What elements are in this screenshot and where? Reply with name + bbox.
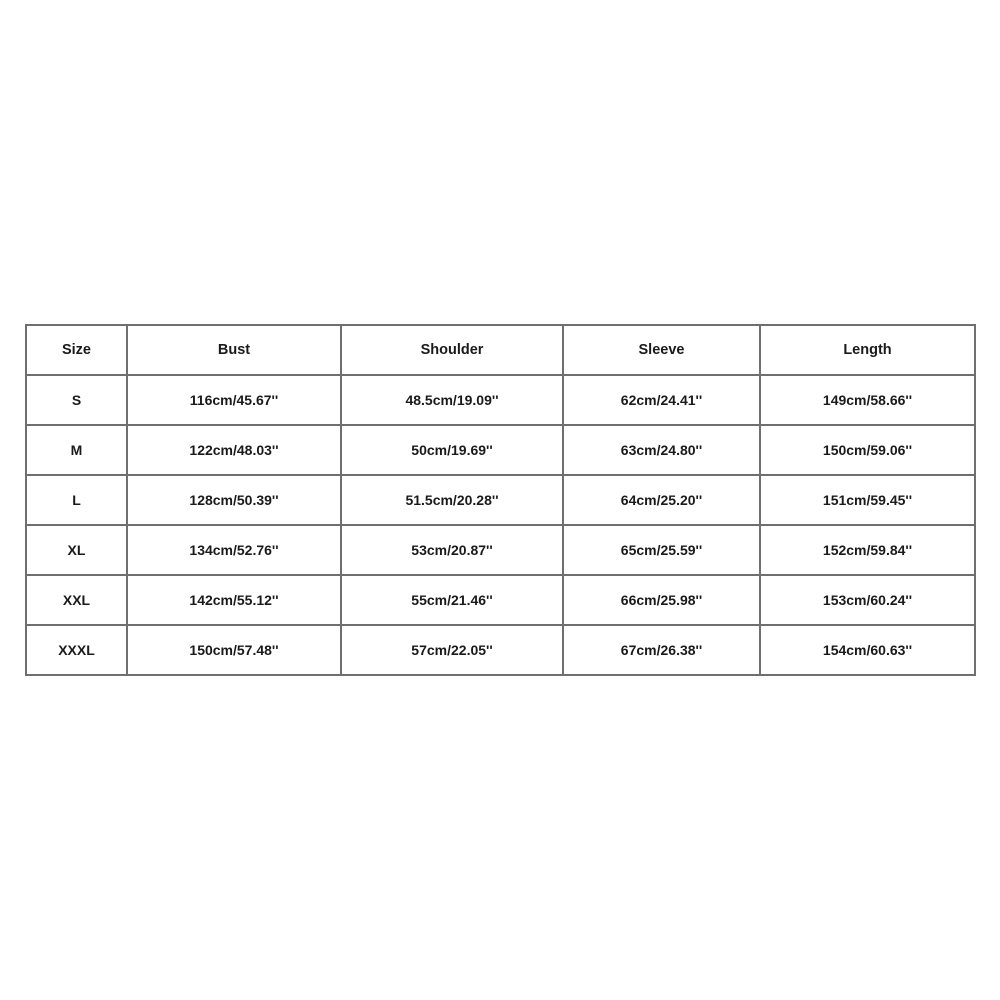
- cell-sleeve: 62cm/24.41'': [563, 375, 760, 425]
- cell-sleeve: 65cm/25.59'': [563, 525, 760, 575]
- cell-size: XL: [26, 525, 127, 575]
- cell-length: 151cm/59.45'': [760, 475, 975, 525]
- header-bust: Bust: [127, 325, 341, 375]
- header-sleeve: Sleeve: [563, 325, 760, 375]
- cell-shoulder: 55cm/21.46'': [341, 575, 563, 625]
- cell-bust: 122cm/48.03'': [127, 425, 341, 475]
- table-row: [26, 625, 975, 675]
- cell-shoulder: 50cm/19.69'': [341, 425, 563, 475]
- header-shoulder: Shoulder: [341, 325, 563, 375]
- cell-length: 149cm/58.66'': [760, 375, 975, 425]
- cell-size: M: [26, 425, 127, 475]
- table-header-row: [26, 325, 975, 375]
- cell-length: 154cm/60.63'': [760, 625, 975, 675]
- cell-bust: 150cm/57.48'': [127, 625, 341, 675]
- cell-size: XXL: [26, 575, 127, 625]
- cell-shoulder: 48.5cm/19.09'': [341, 375, 563, 425]
- cell-bust: 116cm/45.67'': [127, 375, 341, 425]
- cell-shoulder: 51.5cm/20.28'': [341, 475, 563, 525]
- cell-bust: 134cm/52.76'': [127, 525, 341, 575]
- cell-sleeve: 66cm/25.98'': [563, 575, 760, 625]
- header-size: Size: [26, 325, 127, 375]
- size-chart-table: [25, 324, 976, 676]
- table-row: [26, 375, 975, 425]
- cell-sleeve: 64cm/25.20'': [563, 475, 760, 525]
- cell-bust: 142cm/55.12'': [127, 575, 341, 625]
- cell-shoulder: 57cm/22.05'': [341, 625, 563, 675]
- cell-length: 152cm/59.84'': [760, 525, 975, 575]
- table-row: [26, 425, 975, 475]
- cell-sleeve: 67cm/26.38'': [563, 625, 760, 675]
- cell-length: 150cm/59.06'': [760, 425, 975, 475]
- header-length: Length: [760, 325, 975, 375]
- table-row: [26, 525, 975, 575]
- cell-length: 153cm/60.24'': [760, 575, 975, 625]
- cell-sleeve: 63cm/24.80'': [563, 425, 760, 475]
- cell-size: S: [26, 375, 127, 425]
- cell-size: L: [26, 475, 127, 525]
- table-row: [26, 575, 975, 625]
- cell-shoulder: 53cm/20.87'': [341, 525, 563, 575]
- table-row: [26, 475, 975, 525]
- cell-bust: 128cm/50.39'': [127, 475, 341, 525]
- cell-size: XXXL: [26, 625, 127, 675]
